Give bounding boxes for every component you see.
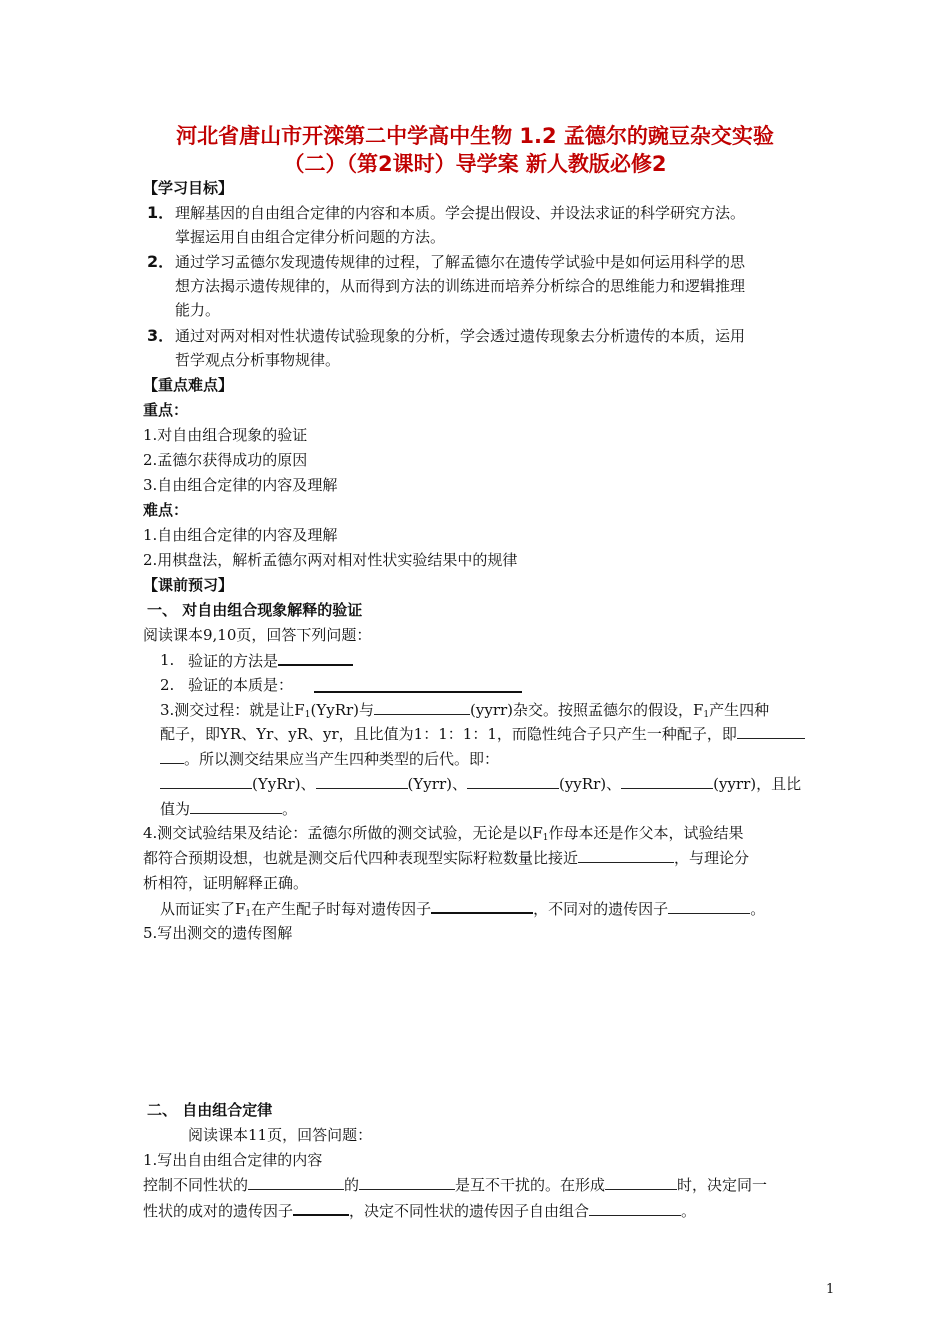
- objective-1-number: 1．: [147, 203, 175, 222]
- hard-item-1: 1.自由组合定律的内容及理解: [143, 526, 338, 544]
- answer-blank[interactable]: [374, 699, 470, 715]
- objective-1-line1: 理解基因的自由组合定律的内容和本质。学会提出假设、并设法求证的科学研究方法。: [175, 204, 746, 222]
- section2-intro: 阅读课本11页，回答问题：: [188, 1126, 373, 1144]
- section1-intro: 阅读课本9,10页，回答下列问题：: [143, 626, 372, 644]
- section1-title: 一、 对自由组合现象解释的验证: [147, 601, 363, 619]
- objective-2-number: 2．: [147, 252, 175, 271]
- answer-blank[interactable]: [621, 773, 713, 789]
- question-1: [188, 649, 353, 672]
- section2-question-1: 1.写出自由组合定律的内容: [143, 1151, 323, 1169]
- genotype-yyrr-3: (yyRr)、: [558, 775, 622, 793]
- answer-blank[interactable]: [314, 676, 522, 693]
- objective-3-number: 3．: [147, 326, 175, 345]
- question-3-line1: [160, 699, 769, 726]
- page-number: 1: [826, 1282, 835, 1297]
- q4-text-l2b: ，与理论分: [674, 849, 750, 867]
- question-5: 5.写出测交的遗传图解: [143, 924, 293, 942]
- s2-text-d: 时，决定同一: [677, 1176, 768, 1194]
- keypoints-heading: 【重点难点】: [143, 376, 234, 394]
- q4-text-l4c: ，不同对的遗传因子: [533, 900, 669, 918]
- objective-2-line2: 想方法揭示遗传规律的，从而得到方法的训练进而培养分析综合的思维能力和逻辑推理: [175, 277, 746, 295]
- question-4-line1: [143, 822, 743, 849]
- q4-text-l4a: 从而证实了F: [160, 900, 246, 918]
- answer-blank[interactable]: [359, 1174, 455, 1190]
- objective-3-line2: 哲学观点分析事物规律。: [175, 351, 341, 369]
- question-2-number: 2.: [160, 676, 175, 694]
- answer-blank[interactable]: [467, 773, 559, 789]
- question-3-line5: [160, 798, 297, 820]
- q4-text-l1a: 4.测交试验结果及结论：孟德尔所做的测交试验，无论是以F: [143, 824, 543, 842]
- s2-text-a: 控制不同性状的: [143, 1176, 249, 1194]
- genotype-yyrr-2: (Yyrr)、: [407, 775, 467, 793]
- q3-text-line5b: 。: [282, 800, 298, 818]
- answer-blank[interactable]: [316, 773, 408, 789]
- answer-blank[interactable]: [578, 847, 674, 863]
- objective-2-line1: 通过学习孟德尔发现遗传规律的过程，了解孟德尔在遗传学试验中是如何运用科学的思: [175, 253, 746, 271]
- answer-blank[interactable]: [160, 773, 252, 789]
- answer-blank[interactable]: [589, 1200, 681, 1216]
- q3-text-c: (yyrr)杂交。按照孟德尔的假设，F: [470, 701, 704, 719]
- answer-blank[interactable]: [278, 649, 353, 666]
- s2-text-c: 是互不干扰的。在形成: [455, 1176, 606, 1194]
- section2-line3: [143, 1199, 696, 1222]
- question-1-text: 验证的方法是: [188, 652, 279, 670]
- question-3-line4: [160, 773, 801, 795]
- answer-blank[interactable]: [605, 1174, 677, 1190]
- question-4-line4: [160, 897, 765, 925]
- answer-blank[interactable]: [190, 798, 282, 814]
- objective-2-line3: 能力。: [175, 301, 221, 319]
- question-1-number: 1.: [160, 651, 175, 669]
- answer-blank[interactable]: [737, 723, 805, 739]
- q3-subscript: 1: [703, 710, 710, 720]
- key-label: 重点：: [143, 401, 189, 419]
- q3-subscript: 1: [304, 710, 311, 720]
- objective-3-line1: 通过对两对相对性状遗传试验现象的分析，学会透过遗传现象去分析遗传的本质，运用: [175, 327, 746, 345]
- q3-text-line5a: 值为: [160, 800, 191, 818]
- q3-text-d: 产生四种: [709, 701, 770, 719]
- section2-line2: [143, 1174, 767, 1196]
- objective-1-line2: 掌握运用自由组合定律分析问题的方法。: [175, 228, 446, 246]
- answer-blank[interactable]: [668, 898, 750, 914]
- q4-subscript: 1: [542, 833, 549, 843]
- q3-text-line3: 。所以测交结果应当产生四种类型的后代。即：: [184, 750, 500, 768]
- question-2-text: 验证的本质是：: [188, 676, 294, 694]
- q4-text-l4b: 在产生配子时每对遗传因子: [251, 900, 432, 918]
- answer-blank[interactable]: [431, 897, 533, 914]
- genotype-yyrr-4: (yyrr)，且比: [713, 775, 802, 793]
- answer-blank[interactable]: [248, 1174, 344, 1190]
- s2-text-e: 性状的成对的遗传因子: [143, 1202, 294, 1220]
- key-item-2: 2.孟德尔获得成功的原因: [143, 451, 308, 469]
- key-item-1: 1.对自由组合现象的验证: [143, 426, 308, 444]
- genotype-yyrr-1: (YyRr)、: [252, 775, 316, 793]
- question-4-line2: [143, 847, 749, 869]
- answer-blank[interactable]: [293, 1199, 349, 1216]
- document-title-line1: 河北省唐山市开滦第二中学高中生物 1.2 孟德尔的豌豆杂交实验: [176, 124, 774, 148]
- answer-blank[interactable]: [160, 748, 184, 764]
- s2-text-f: ，决定不同性状的遗传因子自由组合: [349, 1202, 590, 1220]
- hard-label: 难点：: [143, 501, 189, 519]
- objectives-heading: 【学习目标】: [143, 179, 234, 197]
- section2-title: 二、 自由组合定律: [147, 1101, 273, 1119]
- s2-text-g: 。: [681, 1202, 697, 1220]
- preview-heading: 【课前预习】: [143, 576, 234, 594]
- q3-text-b: (YyRr)与: [310, 701, 375, 719]
- question-4-line3: 析相符，证明解释正确。: [143, 874, 309, 892]
- q4-text-l1b: 作母本还是作父本，试验结果: [548, 824, 744, 842]
- q3-text-line2: 配子，即YR、Yr、yR、yr，且比值为1：1：1：1，而隐性纯合子只产生一种配子，即: [160, 725, 737, 743]
- q4-text-l2a: 都符合预期设想，也就是测交后代四种表现型实际籽粒数量比接近: [143, 849, 579, 867]
- q3-text-a: 3.测交过程：就是让F: [160, 701, 305, 719]
- s2-text-b: 的: [344, 1176, 360, 1194]
- hard-item-2: 2.用棋盘法，解析孟德尔两对相对性状实验结果中的规律: [143, 551, 518, 569]
- question-3-line3: [160, 748, 499, 770]
- q4-subscript: 1: [245, 909, 252, 919]
- question-3-line2: [160, 723, 805, 745]
- q4-text-l4d: 。: [750, 900, 766, 918]
- key-item-3: 3.自由组合定律的内容及理解: [143, 476, 338, 494]
- document-title-line2: （二）（第2课时）导学案 新人教版必修2: [283, 152, 667, 176]
